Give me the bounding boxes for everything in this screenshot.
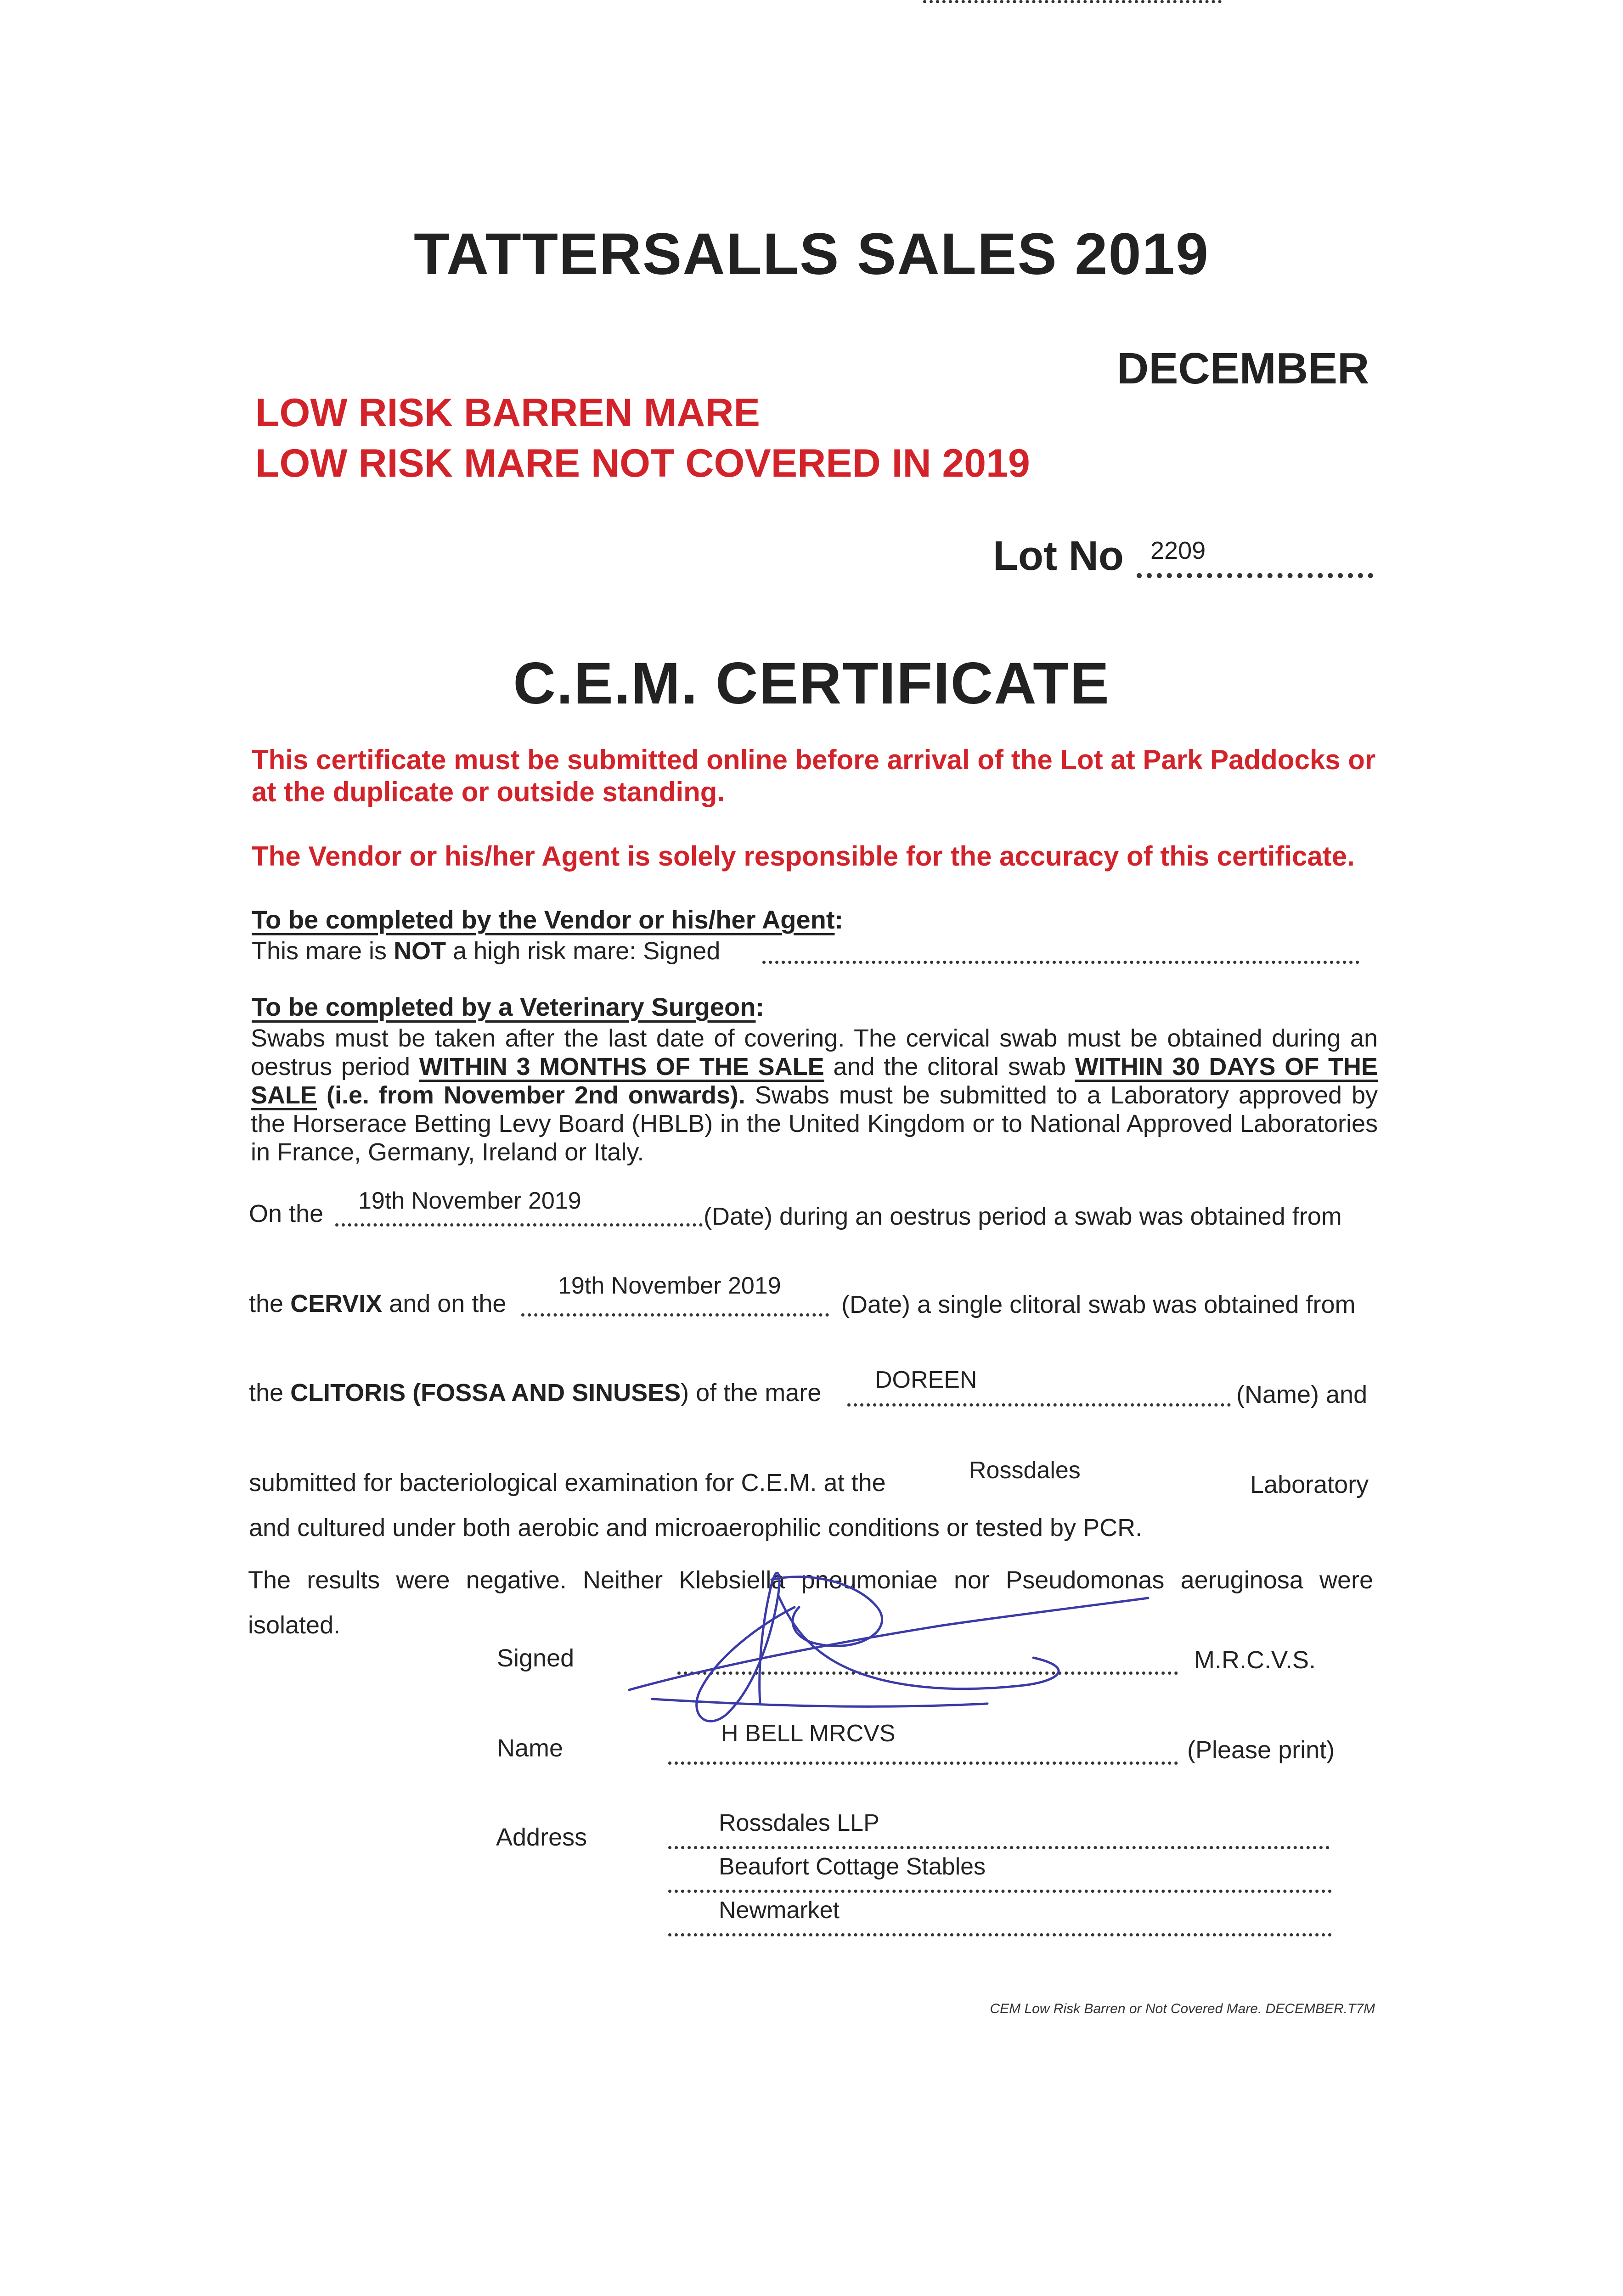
address-line-2: Beaufort Cottage Stables (719, 1853, 986, 1880)
vet-name: H BELL MRCVS (721, 1720, 896, 1747)
clitoral-swab-date: 19th November 2019 (558, 1272, 781, 1299)
cervix-label: the CERVIX and on the (249, 1290, 507, 1317)
address-line-3-dots (668, 1933, 1332, 1936)
lot-label: Lot No (993, 533, 1124, 579)
name-suffix: (Name) and (1236, 1381, 1368, 1408)
vendor-statement: This mare is NOT a high risk mare: Signed (252, 937, 721, 965)
risk-line-1: LOW RISK BARREN MARE (255, 391, 760, 435)
clitoris-label: the CLITORIS (FOSSA AND SINUSES) of the mare (249, 1379, 822, 1407)
vendor-signature-line (762, 961, 1359, 964)
address-label: Address (496, 1823, 587, 1851)
results-statement: The results were negative. Neither Klebsiella pneumoniae nor Pseudomonas aeruginosa were isolated. (248, 1566, 1373, 1639)
mare-name: DOREEN (875, 1367, 977, 1393)
laboratory-line (923, 0, 1222, 3)
address-line-1-dots (668, 1846, 1330, 1849)
name-label: Name (497, 1734, 564, 1762)
document-title: TATTERSALLS SALES 2019 (414, 221, 1209, 287)
date2-suffix: (Date) a single clitoral swab was obtained from (841, 1291, 1356, 1318)
culture-statement: and cultured under both aerobic and microaerophilic conditions or tested by PCR. (249, 1514, 1143, 1542)
address-line-2-dots (668, 1890, 1332, 1893)
signed-label: Signed (497, 1644, 575, 1672)
signature-stroke-2 (778, 1596, 1059, 1689)
certificate-title: C.E.M. CERTIFICATE (513, 651, 1110, 716)
laboratory-name: Rossdales (969, 1457, 1081, 1484)
address-line-3: Newmarket (719, 1897, 840, 1924)
mrcvs-label: M.R.C.V.S. (1194, 1646, 1316, 1674)
cervix-swab-date: 19th November 2019 (358, 1187, 581, 1214)
signature-stroke-4 (629, 1598, 1148, 1690)
vet-signature (620, 1552, 1171, 1745)
vet-heading: To be completed by a Veterinary Surgeon: (252, 992, 765, 1021)
date1-suffix: (Date) during an oestrus period a swab was obtained from (704, 1203, 1342, 1230)
lot-number: 2209 (1150, 537, 1206, 564)
footer-reference: CEM Low Risk Barren or Not Covered Mare. DECEMBER.T7M (990, 2001, 1375, 2016)
signature-stroke-1 (697, 1573, 795, 1721)
responsibility-notice: The Vendor or his/her Agent is solely responsible for the accuracy of this certificate. (252, 841, 1355, 872)
risk-line-2: LOW RISK MARE NOT COVERED IN 2019 (255, 441, 1030, 485)
date1-line (335, 1223, 703, 1227)
submitted-label: submitted for bacteriological examination for C.E.M. at the (249, 1469, 886, 1497)
mare-name-line (847, 1403, 1231, 1407)
vendor-heading: To be completed by the Vendor or his/her Agent: (252, 905, 844, 934)
name-line (668, 1761, 1178, 1765)
submission-notice: This certificate must be submitted online before arrival of the Lot at Park Paddocks or at the duplicate or outside standing. (252, 744, 1376, 807)
signature-stroke-5 (652, 1699, 987, 1706)
on-the-label: On the (249, 1200, 324, 1227)
date2-line (521, 1313, 829, 1317)
please-print-label: (Please print) (1187, 1736, 1335, 1764)
lot-dotted-line (1137, 573, 1373, 578)
month-label: DECEMBER (1117, 344, 1369, 393)
laboratory-suffix: Laboratory (1250, 1471, 1369, 1498)
vet-instructions: Swabs must be taken after the last date of covering. The cervical swab must be obtained during an oestrus period WITHIN 3 MONTHS OF THE SALE and the clitoral swab WITHIN 30 DAYS OF THE SALE (i.e. from November 2nd onwards). Swabs must be submitted to a Laboratory approved by the Horserace Betting Levy Board (HBLB) in the United Kingdom or to National Approved Laboratories in France, Germany, Ireland or Italy. (251, 1024, 1378, 1166)
address-line-1: Rossdales LLP (719, 1810, 879, 1836)
